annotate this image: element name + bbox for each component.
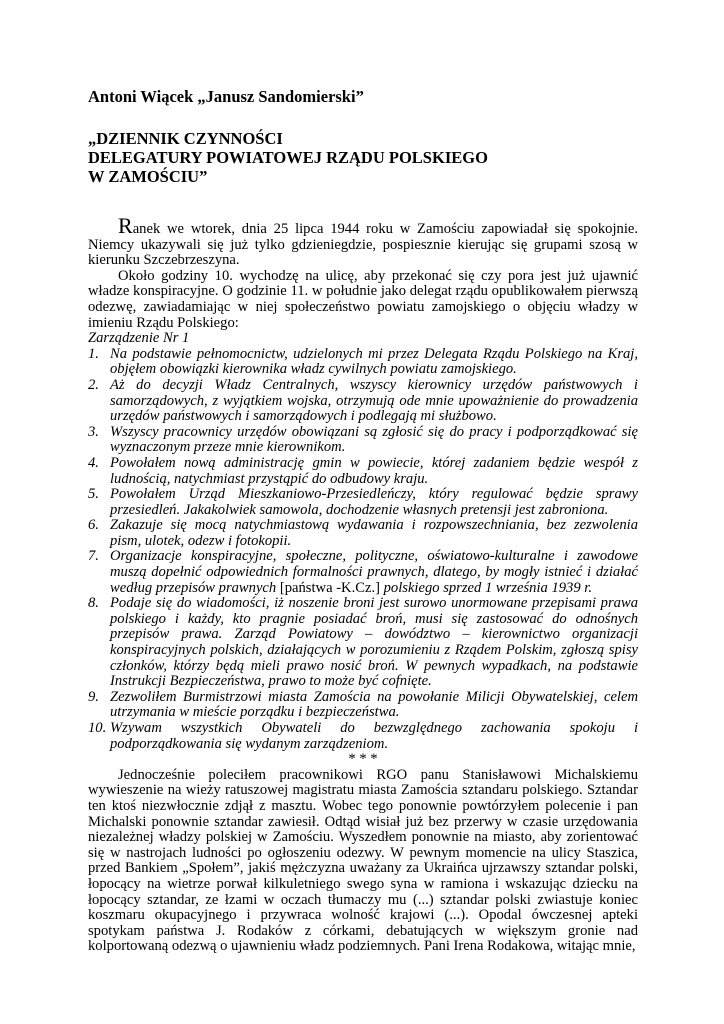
editor-note: [państwa -K.Cz.] [279,579,380,596]
order-item: 4. Powołałem nową administrację gmin w powiecie, której zadaniem będzie wespół z ludnością, natychmiast przystąpić do odbudowy kraju. [88,454,638,487]
order-item: 6. Zakazuje się mocą natychmiastową wydawania i rozpowszechniania, bez zezwolenia pism, ulotek, odezw i fotokopii. [88,517,638,549]
author-line: Antoni Wiącek „Janusz Sandomierski” [88,87,364,106]
order-item: 1. Na podstawie pełnomocnictw, udzielonych mi przez Delegata Rządu Polskiego na Kraj, objęłem obowiązki kierownika władz cywilnych powiatu zamojskiego. [88,345,638,378]
order-item: 7. Organizacje konspiracyjne, społeczne, polityczne, oświatowo-kulturalne i zawodowe muszą dopełnić odpowiednich formalności prawnych, dlatego, by mogły istnieć i działać według przepisów prawnych [państwa -K.Cz.] polskiego sprzed 1 września 1939 r. [88,548,638,596]
order-heading: Zarządzenie Nr 1 [88,330,190,347]
order-item: 3. Wszyscy pracownicy urzędów obowiązani są zgłosić się do pracy i podporządkować się wyznaczonym przeze mnie kierownikom. [88,423,638,456]
closing-paragraph: Jednocześnie poleciłem pracownikowi RGO panu Stanisławowi Michalskiemu wywieszenie na wieży ratuszowej magistratu miasta Zamościa sztandaru polskiego. Sztandar ten ktoś niezwłocznie zdjął z masztu. Wobec tego ponownie powtórzyłem polecenie i pan Michalski ponownie sztandar zawiesił. Odtąd wisiał już bez przerwy w czasie urzędowania niezależnej władzy polskiej w Zamościu. Wyszedłem ponownie na miasto, aby zorientować się w nastrojach ludności po ogłoszeniu odezwy. W pewnym momencie na ulicy Staszica, przed Bankiem „Społem”, jakiś mężczyzna uważany za Ukraińca ujrzawszy sztandar polski, łopocący na wietrze porwał kilkuletniego swego syna w ramiona i wskazując dziecku na łopocący sztandar, ze łzami w oczach tłumaczy mu (...) sztandar polski zwiastuje koniec koszmaru okupacyjnego i przywraca wolność krajowi (...). Opodal ówczesnej apteki spotykam państwa J. Rodaków z córkami, debatujących w większym gronie nad kolportowaną odezwą o ujawnieniu władz podziemnych. Pani Irena Rodakowa, witając mnie, [88,766,638,955]
dropcap: R [118,213,133,238]
intro-paragraph-2: Około godziny 10. wychodzę na ulicę, aby przekonać się czy pora jest już ujawnić władze konspiracyjne. O godzinie 11. w południe jako delegat rządu opublikowałem pierwszą odezwę, zawiadamiając w niej społeczeństwo powiatu zamojskiego o objęciu władzy w imieniu Rządu Polskiego: [88,267,638,331]
order-item: 10. Wzywam wszystkich Obywateli do bezwzględnego zachowania spokoju i podporządkowania się wydanym zarządzeniom. [88,720,638,752]
intro-paragraph [88,213,638,269]
document-body [88,213,638,955]
title-line: W ZAMOŚCIU” [88,167,208,186]
order-item: 2. Aż do decyzji Władz Centralnych, wszyscy kierownicy urzędów państwowych i samorządowych, z wyjątkiem wojska, otrzymują ode mnie upoważnienie do prowadzenia urzędów państwowych i samorządowych i podlegają mi służbowo. [88,376,638,425]
document-title [88,129,488,186]
order-item: 8. Podaje się do wiadomości, iż noszenie broni jest surowo unormowane przepisami prawa polskiego i każdy, kto pragnie posiadać broń, musi się zastosować do odnośnych przepisów prawa. Zarząd Powiatowy – dowództwo – kierownictwo organizacji konspiracyjnych polskich, działających w porozumieniu z Rządem Polskim, zgłoszą spisy członków, którzy będą mieli prawo nosić broń. W pewnych wypadkach, na podstawie Instrukcji Bezpieczeństwa, prawo to może być cofnięte. [88,595,638,690]
intro-text: anek we wtorek, dnia 25 lipca 1944 roku w Zamościu zapowiadał się spokojnie. Niemcy ukazywali się już tylko gdzieniegdzie, pospiesznie kierując się grupami szosą w kierunku Szczebrzeszyna. [88,221,638,269]
title-line: DELEGATURY POWIATOWEJ RZĄDU POLSKIEGO [88,148,488,167]
order-item: 9. Zezwoliłem Burmistrzowi miasta Zamościa na powołanie Milicji Obywatelskiej, celem utrzymania w mieście porządku i bezpieczeństwa. [88,688,638,721]
title-line: „DZIENNIK CZYNNOŚCI [88,129,283,148]
orders-list [88,347,638,752]
order-item: 5. Powołałem Urząd Mieszkaniowo-Przesiedleńczy, który regulować będzie sprawy przesiedleń. Jakakolwiek samowola, dochodzenie własnych pretensji jest zabroniona. [88,486,638,518]
section-separator: * * * [348,751,378,768]
